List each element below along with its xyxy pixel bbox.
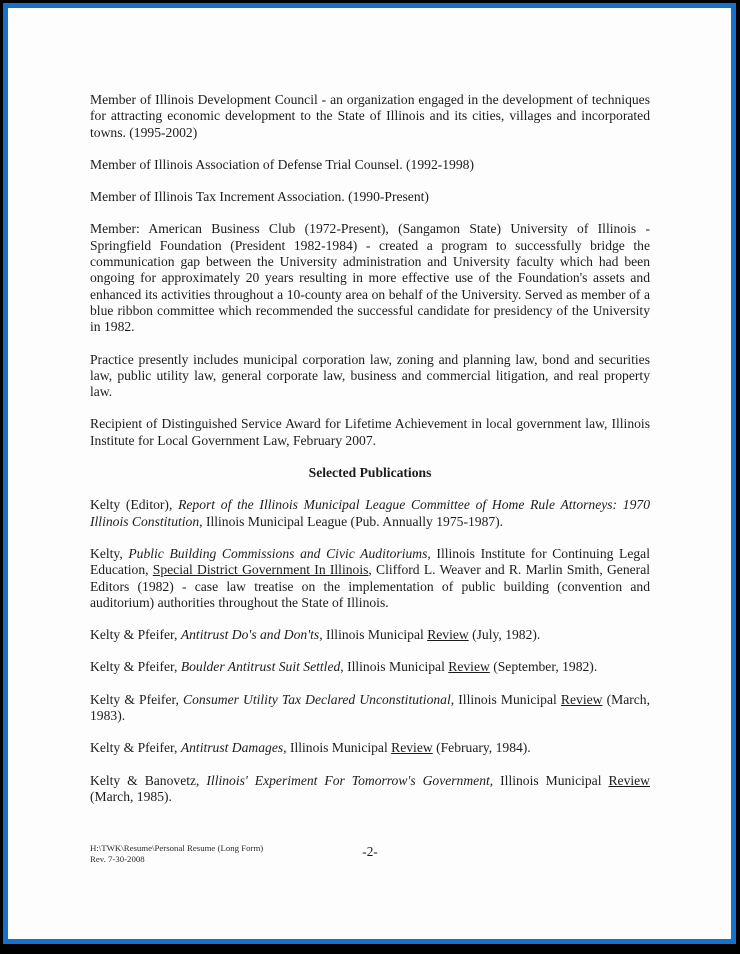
- text-run-italic: Consumer Utility Tax Declared Unconstitutional: [183, 691, 451, 707]
- text-run-normal: (March, 1985).: [90, 788, 172, 804]
- paragraph: [90, 740, 650, 756]
- text-run-normal: Recipient of Distinguished Service Award for Lifetime Achievement in local government law, Illinois Institute for Local Government Law, February 2007.: [90, 416, 650, 448]
- paragraph: [90, 221, 650, 335]
- text-run-normal: Member of Illinois Development Council - an organization engaged in the development of techniques for attracting economic development to the State of Illinois and its cities, villages and incorporated towns. (1995-2002): [90, 92, 650, 140]
- text-run-normal: (March, 1983).: [90, 691, 650, 724]
- paragraph: [90, 692, 650, 725]
- paragraph: [90, 773, 650, 806]
- text-run-normal: , Illinois Institute for Continuing Legal Education,: [90, 545, 650, 578]
- text-run-normal: Kelty & Pfeifer,: [90, 627, 181, 643]
- text-run-normal: , Illinois Municipal League (Pub. Annually 1975-1987).: [199, 513, 504, 529]
- paragraph: [90, 627, 650, 643]
- text-run-normal: Member: American Business Club (1972-Present), (Sangamon State) University of Illinois - Springfield Foundation (President 1982-1984) - created a program to successfully bridge the communication gap between the University administration and University faculty which had been ongoing for approximately 20 years resulting in more effective use of the Foundation's assets and enhanced its activities throughout a 10-county area on behalf of the University. Served as member of a blue ribbon committee which recommended the successful candidate for presidency of the University in 1982.: [90, 221, 650, 335]
- text-run-normal: , Illinois Municipal: [340, 659, 449, 675]
- paragraph: [90, 659, 650, 675]
- text-run-normal: Kelty & Pfeifer,: [90, 691, 183, 707]
- text-run-normal: Selected Publications: [308, 465, 432, 481]
- text-run-underline: Review: [391, 740, 433, 756]
- text-run-underline: Review: [448, 659, 490, 675]
- text-run-italic: Boulder Antitrust Suit Settled: [180, 659, 341, 675]
- text-run-normal: Practice presently includes municipal corporation law, zoning and planning law, bond and securities law, public utility law, general corporate law, business and commercial litigation, and real property law.: [90, 351, 650, 400]
- text-run-normal: , Clifford L. Weaver and R. Marlin Smith, General Editors (1982) - case law treatise on the implementation of public building (convention and auditorium) authorities throughout the State of Illinois.: [90, 562, 651, 610]
- text-run-normal: Kelty (Editor),: [90, 497, 179, 513]
- section-heading: [90, 465, 650, 481]
- text-run-underline: Review: [427, 627, 469, 643]
- paragraph: [90, 189, 650, 205]
- text-run-normal: , Illinois Municipal: [450, 691, 561, 707]
- document-body: [8, 8, 731, 821]
- paragraph: [90, 157, 650, 173]
- text-run-normal: (September, 1982).: [489, 659, 598, 675]
- text-run-italic: Illinois' Experiment For Tomorrow's Government: [206, 772, 490, 788]
- text-run-normal: Kelty & Pfeifer,: [90, 659, 181, 675]
- paragraph: [90, 352, 650, 401]
- text-run-normal: Kelty,: [90, 545, 129, 561]
- text-run-normal: , Illinois Municipal: [283, 740, 392, 756]
- paragraph: [90, 497, 650, 530]
- text-run-italic: Antitrust Damages: [180, 740, 284, 756]
- text-run-normal: , Illinois Municipal: [489, 772, 609, 788]
- paragraph: [90, 416, 650, 449]
- footer-file-path: H:\TWK\Resume\Personal Resume (Long Form): [90, 843, 264, 853]
- text-run-italic: Public Building Commissions and Civic Auditoriums: [128, 545, 428, 561]
- paragraph: [90, 546, 650, 611]
- text-run-normal: Member of Illinois Association of Defense Trial Counsel. (1992-1998): [90, 156, 474, 172]
- text-run-normal: (February, 1984).: [432, 740, 531, 756]
- page-number: -2-: [362, 844, 378, 859]
- paragraph: [90, 92, 650, 141]
- text-run-italic: Antitrust Do's and Don'ts: [180, 627, 320, 643]
- text-run-normal: , Illinois Municipal: [319, 627, 428, 643]
- text-run-normal: Kelty & Pfeifer,: [90, 740, 181, 756]
- text-run-underline: Review: [560, 691, 603, 707]
- resume-page: [3, 3, 736, 944]
- text-run-italic: Report of the Illinois Municipal League Committee of Home Rule Attorneys: 1970 Illinois Constitution: [90, 497, 650, 529]
- footer-revision-date: Rev. 7-30-2008: [90, 853, 145, 864]
- page-footer: [90, 843, 650, 867]
- text-run-underline: Review: [608, 772, 650, 788]
- text-run-normal: Member of Illinois Tax Increment Association. (1990-Present): [90, 189, 429, 205]
- text-run-underline: Special District Government In Illinois: [152, 562, 369, 578]
- text-run-normal: Kelty & Banovetz,: [90, 772, 207, 788]
- text-run-normal: (July, 1982).: [468, 627, 541, 643]
